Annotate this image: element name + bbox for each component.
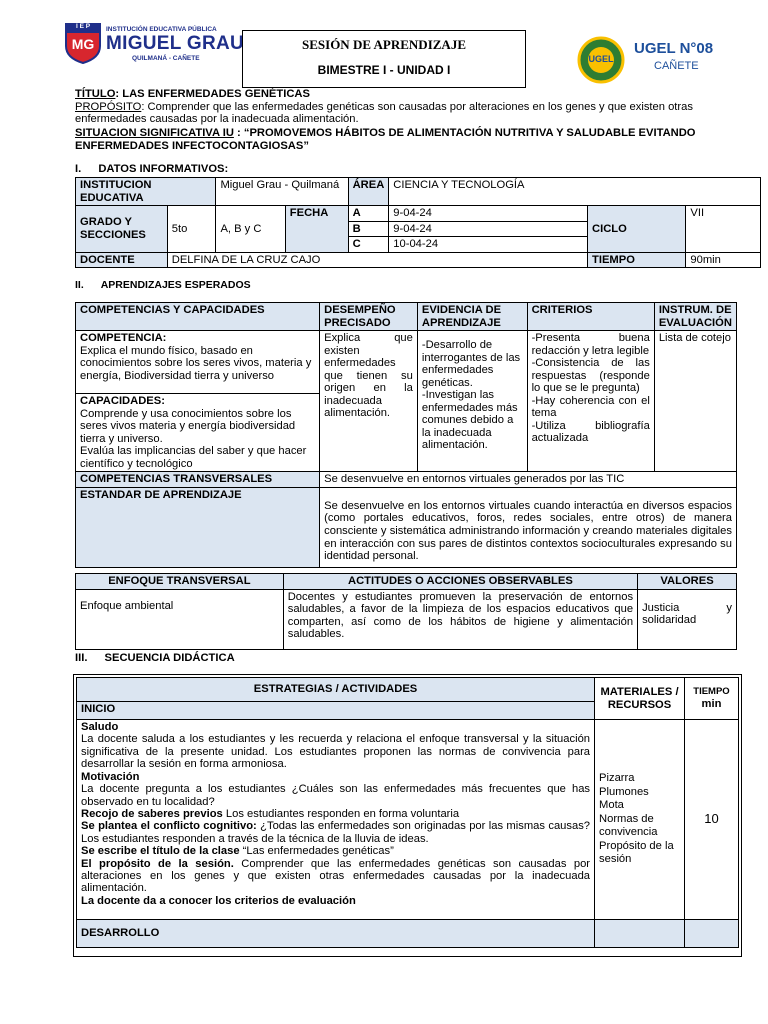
fecha-label: FECHA [285,206,348,253]
transversales-label: COMPETENCIAS TRANSVERSALES [76,472,320,488]
tiempo-unit: min [701,697,722,710]
saludo-text: La docente saluda a los estudiantes y les recuerda y relaciona el enfoque transversal y la situación significativa de la presente unidad. Los estudiantes proponen las normas de convivencia para desarrollar la sesión en forma armoniosa. [81,733,591,771]
desarrollo-label: DESARROLLO [77,920,595,948]
criterio-item: -Utiliza bibliografía actualizada [531,419,650,445]
motivacion-text: La docente pregunta a los estudiantes ¿Cuáles son las enfermedades más frecuentes que has observado en tu localidad? [81,783,591,808]
section-3-heading [75,652,235,664]
capacidades-label: CAPACIDADES: [80,395,165,408]
estandar-value: Se desenvuelve en los entornos virtuales cuando interactúa en diversos espacios (como portales educativos, foros, redes sociales, entre otros) de manera consciente y sistemática administrando información y creando materiales digitales en interacción con sus pares de distintos contextos socioculturales expresando su identidad personal. [320,487,737,567]
proposito-label: PROPÓSITO [75,101,142,113]
instrumento-cell: Lista de cotejo [654,331,736,472]
ugel-badge-text: UGEL [588,54,614,64]
grado-value: 5to [167,206,216,253]
ugel-name: UGEL N°08 [634,40,714,57]
conflicto-text: ¿Todas las enfermedades son originadas por las mismas causas? Los estudiantes responden a través de la técnica de la lluvia de ideas. [81,820,591,845]
estrategias-header: ESTRATEGIAS / ACTIVIDADES [77,678,595,702]
transversales-value: Se desenvuelve en entornos virtuales generados por las TIC [320,472,737,488]
valores-value: Justicia y solidaridad [638,589,737,649]
session-title-box [242,30,526,88]
section-2-heading [75,279,251,291]
section-1-heading [75,163,228,175]
col-header: COMPETENCIAS Y CAPACIDADES [76,303,320,331]
materiales-cell [595,720,685,920]
datos-informativos-table [75,177,761,268]
section-3-title: SECUENCIA DIDÁCTICA [104,652,235,664]
secciones-value: A, B y C [216,206,285,253]
capacidades-text: Evalúa las implicancias del saber y que hacer científico y tecnológico [80,445,307,470]
materiales-header: MATERIALES / RECURSOS [595,678,685,720]
tiempo-inicio: 10 [685,720,739,920]
secuencia-table [76,677,739,948]
competencia-text: Explica el mundo físico, basado en conocimientos sobre los seres vivos, materia y energía, Biodiversidad tierra y universo [80,344,312,382]
criterios-cell [527,331,654,472]
situacion-line [75,127,715,152]
enfoque-table [75,573,737,650]
fecha-date: 10-04-24 [389,237,588,253]
ciclo-label: CICLO [588,206,686,253]
titulo-clase-label: Se escribe el título de la clase [81,845,240,858]
institucion-value: Miguel Grau - Quilmaná [216,178,348,206]
area-value: CIENCIA Y TECNOLOGÍA [389,178,761,206]
desarrollo-tiempo [685,920,739,948]
evidencia-cell [417,331,527,472]
fecha-date: 9-04-24 [389,221,588,237]
school-place: QUILMANÁ - CAÑETE [132,55,200,62]
desarrollo-materiales [595,920,685,948]
ugel-logo [577,36,625,84]
actitudes-header: ACTITUDES O ACCIONES OBSERVABLES [283,574,637,590]
saludo-label: Saludo [81,721,119,733]
actitudes-value: Docentes y estudiantes promueven la preservación de entornos saludables, a favor de la limpieza de los espacios educativos que comparten, así como de los hábitos de higiene y alimentación saludables. [283,589,637,649]
material-item: Pizarra [599,772,635,785]
logo-iep-text: I E P [75,23,91,30]
evidencia-item: -Desarrollo de interrogantes de las enfermedades genéticas. [421,339,521,389]
material-item: Propósito de la sesión [599,839,674,866]
evidencia-item: -Investigan las enfermedades más comunes debido a la inadecuada alimentación. [421,389,518,452]
section-2-number: II. [75,279,84,291]
titulo-clase-line [81,845,590,857]
section-2-title: APRENDIZAJES ESPERADOS [100,279,251,291]
docente-value: DELFINA DE LA CRUZ CAJO [167,252,587,268]
session-title: SESIÓN DE APRENDIZAJE [302,37,466,52]
proposito-sesion-label: El propósito de la sesión. [81,857,234,870]
material-item: Plumones [599,785,649,798]
col-header: EVIDENCIA DE APRENDIZAJE [417,303,527,331]
tiempo-value: 90min [686,252,761,268]
logo-mg-text: MG [71,36,95,52]
capacidades-text: Comprende y usa conocimientos sobre los seres vivos materia y energía biodiversidad tierra y universo. [80,407,296,445]
material-item: Mota [599,799,624,812]
saberes-line [81,808,590,820]
tiempo-label: TIEMPO [588,252,686,268]
secuencia-frame [73,674,742,957]
conflicto-label: Se plantea el conflicto cognitivo: [81,820,257,833]
desempeno-cell: Explica que existen enfermedades que tienen su origen en la inadecuada alimentación. [320,331,418,472]
col-header: CRITERIOS [527,303,654,331]
section-1-number: I. [75,163,82,175]
estandar-label: ESTANDAR DE APRENDIZAJE [76,487,320,567]
docente-label: DOCENTE [76,252,168,268]
ugel-place: CAÑETE [654,60,699,72]
school-logo [64,22,102,64]
section-3-number: III. [75,652,88,664]
proposito-sesion-text: Comprender que las enfermedades genéticas son causadas por alteraciones en los genes y que existen otras enfermedades causadas por la inadecuada alimentación. [81,857,591,895]
enfoque-header: ENFOQUE TRANSVERSAL [76,574,284,590]
title-line [75,88,755,100]
competencia-cell [76,331,320,472]
situacion-value: : “PROMOVEMOS HÁBITOS DE ALIMENTACIÓN NUTRITIVA Y SALUDABLE EVITANDO ENFERMEDADES INFECTOCONTAGIOSAS” [75,127,696,152]
inicio-content [77,720,595,920]
institucion-label: INSTITUCION EDUCATIVA [76,178,216,206]
conflicto-line [81,820,590,845]
inicio-label: INICIO [77,702,595,720]
titulo-label: TÍTULO [75,88,116,100]
motivacion-label: Motivación [81,770,140,783]
proposito-value: : Comprender que las enfermedades genéticas son causadas por alteraciones en los genes y que existen otras enfermedades causadas por la inadecuada alimentación. [75,101,693,125]
material-item: Normas de convivencia [599,812,658,839]
valores-header: VALORES [638,574,737,590]
titulo-value: : LAS ENFERMEDADES GENÉTICAS [115,88,310,100]
aprendizajes-table [75,302,737,568]
criterios-evaluacion-text: La docente da a conocer los criterios de evaluación [81,894,356,907]
grado-label: GRADO Y SECCIONES [76,206,168,253]
criterio-item: -Hay coherencia con el tema [531,394,650,420]
ciclo-value: VII [686,206,761,253]
criterio-item: -Consistencia de las respuestas (responde lo que se le pregunta) [531,357,650,395]
fecha-sec: A [348,206,389,222]
school-small-label: INSTITUCIÓN EDUCATIVA PÚBLICA [106,26,217,33]
col-header: DESEMPEÑO PRECISADO [320,303,418,331]
saberes-label: Recojo de saberes previos [81,807,223,820]
fecha-date: 9-04-24 [389,206,588,222]
area-label: ÁREA [348,178,389,206]
enfoque-value: Enfoque ambiental [76,589,284,649]
col-header: INSTRUM. DE EVALUACIÓN [654,303,736,331]
criterio-item: -Presenta buena redacción y letra legible [531,332,650,357]
school-name: MIGUEL GRAU [106,33,245,54]
saberes-text: Los estudiantes responden en forma voluntaria [222,807,460,820]
proposito-line [75,101,705,125]
competencia-label: COMPETENCIA: [80,332,167,345]
fecha-sec: B [348,221,389,237]
fecha-sec: C [348,237,389,253]
situacion-label: SITUACION SIGNIFICATIVA IU [75,127,234,139]
tiempo-header: TIEMPO [693,685,730,697]
session-subtitle: BIMESTRE I - UNIDAD I [317,63,451,77]
proposito-sesion-line [81,858,590,895]
section-1-title: DATOS INFORMATIVOS: [98,163,229,175]
titulo-clase-text: “Las enfermedades genéticas” [239,845,394,858]
tiempo-header-cell [685,678,739,720]
